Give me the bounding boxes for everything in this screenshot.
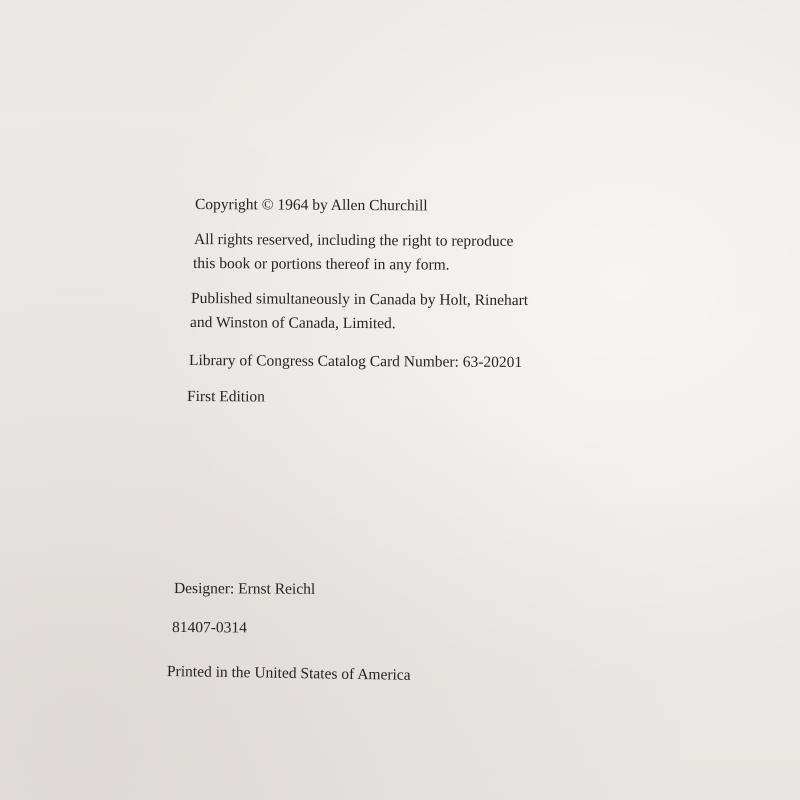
published-line-2: and Winston of Canada, Limited. [189, 314, 396, 333]
catalog-code-line: 81407-0314 [171, 619, 247, 637]
rights-line-2: this book or portions thereof in any form. [192, 255, 450, 274]
copyright-line: Copyright © 1964 by Allen Churchill [194, 196, 428, 215]
published-line-1: Published simultaneously in Canada by Holt, Rinehart [190, 290, 529, 310]
rights-line-1: All rights reserved, including the right to reproduce [193, 231, 514, 250]
printed-in-line: Printed in the United States of America [166, 663, 411, 684]
designer-line: Designer: Ernst Reichl [173, 580, 316, 598]
edition-line: First Edition [186, 388, 266, 406]
library-of-congress-line: Library of Congress Catalog Card Number: 63-20201 [188, 352, 523, 372]
